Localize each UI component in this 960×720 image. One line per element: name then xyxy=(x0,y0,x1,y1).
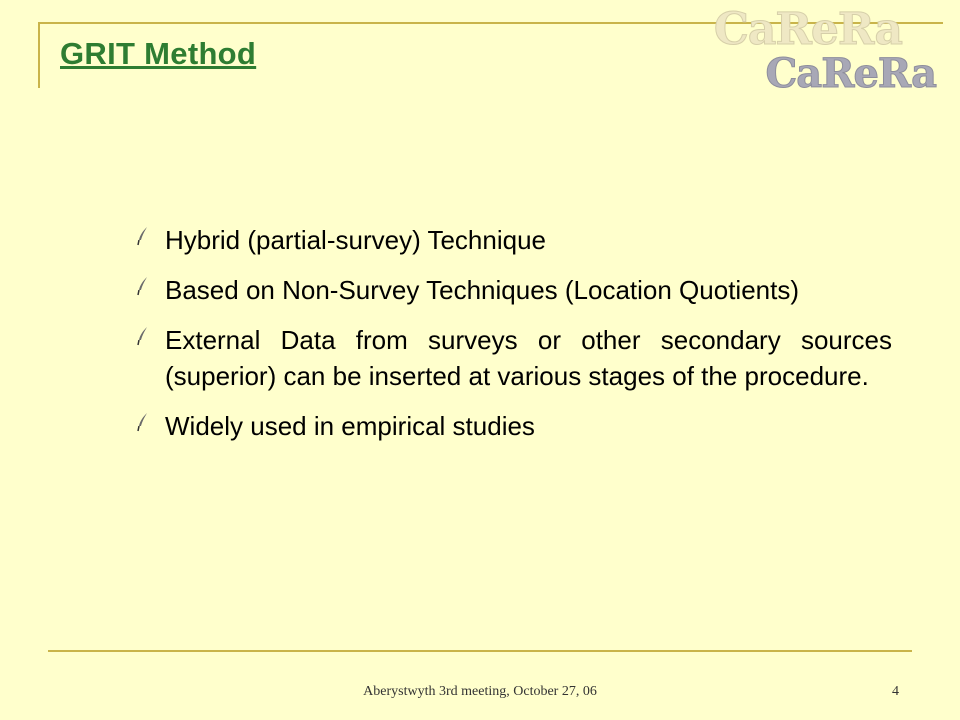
bullet-item xyxy=(135,322,892,394)
left-rule xyxy=(38,22,40,88)
quill-bullet-icon xyxy=(135,226,151,246)
quill-bullet-icon xyxy=(135,412,151,432)
bullet-text: External Data from surveys or other secondary sources (superior) can be inserted at various stages of the procedure. xyxy=(165,325,892,391)
logo-text-back: CaReRa xyxy=(713,4,902,55)
logo-text-front: CaReRa xyxy=(765,50,936,97)
quill-bullet-icon xyxy=(135,326,151,346)
page-number: 4 xyxy=(892,684,899,699)
bullet-list xyxy=(135,222,892,458)
bullet-text: Based on Non-Survey Techniques (Location Quotients) xyxy=(165,275,800,305)
carera-logo xyxy=(713,4,940,104)
footer-rule xyxy=(48,650,912,652)
bullet-item xyxy=(135,408,892,444)
bullet-text: Hybrid (partial-survey) Technique xyxy=(165,225,547,255)
quill-bullet-icon xyxy=(135,276,151,296)
bullet-text: Widely used in empirical studies xyxy=(165,411,535,441)
slide-title: GRIT Method xyxy=(60,36,257,71)
footer-text: Aberystwyth 3rd meeting, October 27, 06 xyxy=(363,684,597,699)
bullet-item xyxy=(135,222,892,258)
bullet-item xyxy=(135,272,892,308)
